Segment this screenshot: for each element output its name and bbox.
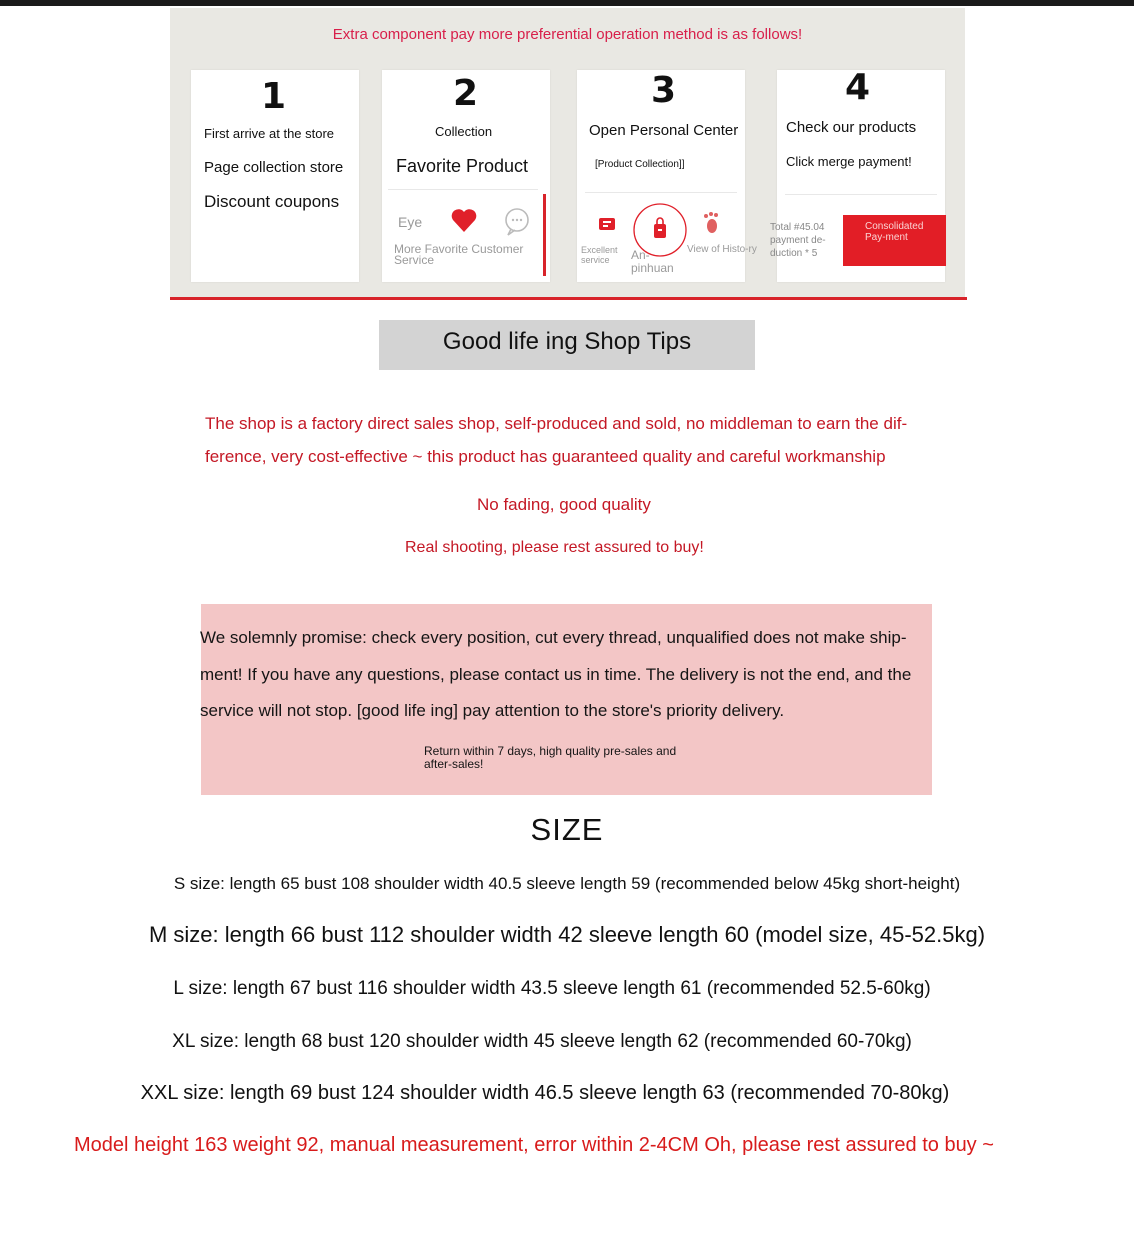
step-number: 3 [651, 70, 677, 111]
view-history-label: View of Histo-ry [687, 244, 757, 255]
footprint-icon [701, 210, 723, 241]
step-subtitle: Click merge payment! [786, 154, 912, 169]
divider [388, 189, 538, 190]
step-card-2 [382, 70, 550, 282]
tips-line: ference, very cost-effective ~ this product has guaranteed quality and careful workmanship [205, 447, 886, 466]
tips-line: The shop is a factory direct sales shop, self-produced and sold, no middleman to earn the dif- [205, 414, 908, 433]
an-pinhuan-label: An-pinhuan [631, 248, 674, 275]
top-border [0, 0, 1134, 6]
step-card-3 [577, 70, 757, 282]
tips-line: No fading, good quality [477, 495, 651, 514]
promise-line: We solemnly promise: check every position, cut every thread, unqualified does not make ship- [200, 628, 907, 647]
step-line: Discount coupons [204, 192, 340, 211]
service-icon [597, 214, 617, 239]
promise-text [200, 620, 930, 730]
step-footer: More Favorite Customer Service [394, 242, 524, 267]
size-row-s: S size: length 65 bust 108 shoulder width 40.5 sleeve length 59 (recommended below 45kg short-height) [173, 874, 961, 893]
size-row-xl: XL size: length 68 bust 120 shoulder width 45 sleeve length 62 (recommended 60-70kg) [172, 1031, 912, 1052]
chat-icon [504, 207, 530, 242]
step-title: Open Personal Center [589, 122, 739, 139]
size-row-l: L size: length 67 bust 116 shoulder width 43.5 sleeve length 61 (recommended 52.5-60kg) [173, 978, 931, 999]
red-accent-bar [543, 194, 546, 276]
divider [585, 192, 737, 193]
steps-heading: Extra component pay more preferential operation method is as follows! [332, 26, 803, 43]
model-note: Model height 163 weight 92, manual measurement, error within 2-4CM Oh, please rest assured to buy ~ [74, 1134, 994, 1156]
step-subtitle: Favorite Product [396, 156, 529, 176]
eye-label: Eye [398, 214, 423, 230]
tips-title: Good life ing Shop Tips [379, 320, 755, 370]
steps-bottom-line [170, 297, 967, 300]
heart-icon [450, 206, 478, 239]
promise-line: ment! If you have any questions, please contact us in time. The delivery is not the end, and the [200, 664, 912, 684]
tips-line: Real shooting, please rest assured to buy! [405, 539, 704, 556]
step-title: Check our products [786, 119, 917, 136]
step-title: Collection [435, 124, 493, 139]
size-title: SIZE [530, 812, 604, 847]
step-card-1 [191, 70, 359, 282]
step-line: Page collection store [204, 159, 344, 176]
promise-line: service will not stop. [good life ing] pay attention to the store's priority delivery. [200, 701, 785, 720]
step-number: 1 [261, 76, 287, 117]
total-deduction-text: Total #45.04 payment de-duction * 5 [770, 222, 826, 259]
size-row-m: M size: length 66 bust 112 shoulder width 42 sleeve length 60 (model size, 45-52.5kg) [148, 922, 986, 947]
excellent-service-label: Excellent service [581, 245, 618, 265]
step-number: 4 [845, 67, 871, 108]
consolidated-payment-button[interactable]: Consolidated Pay-ment [843, 215, 946, 266]
divider [785, 194, 937, 195]
promise-note: Return within 7 days, high quality pre-sales and after-sales! [424, 744, 677, 771]
size-row-xxl: XXL size: length 69 bust 124 shoulder width 46.5 sleeve length 63 (recommended 70-80kg) [140, 1082, 950, 1104]
step-line: First arrive at the store [204, 126, 335, 141]
step-subtitle: [Product Collection]] [595, 159, 685, 170]
step-number: 2 [453, 73, 479, 114]
steps-panel [170, 8, 965, 300]
